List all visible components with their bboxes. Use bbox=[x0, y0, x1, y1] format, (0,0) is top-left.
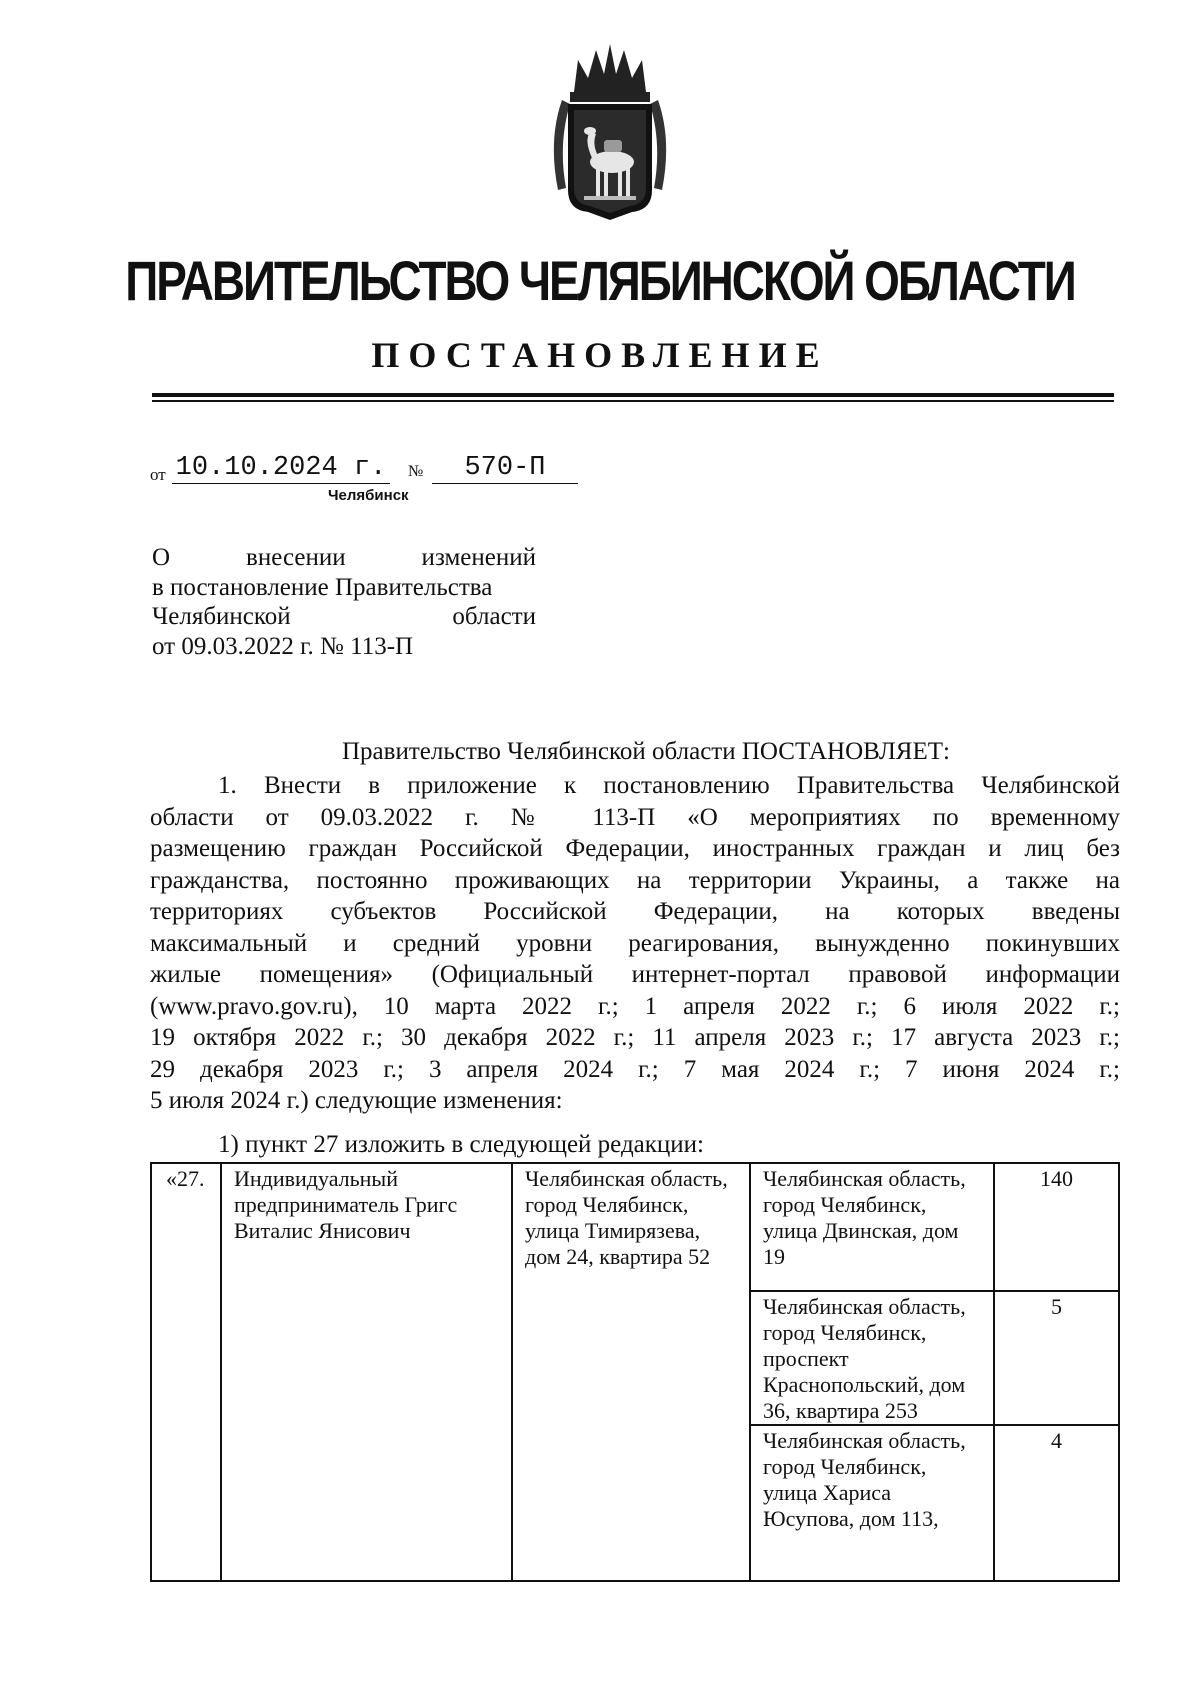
subject-line: от 09.03.2022 г. № 113-П bbox=[152, 632, 414, 660]
body-line: жилые помещения» (Официальный интернет-портал правовой информации bbox=[150, 961, 1120, 988]
placement-table bbox=[150, 1162, 1120, 1582]
body-line: размещению граждан Российской Федерации, иностранных граждан и лиц без bbox=[150, 835, 1120, 862]
table-cell-registered-address: Челябинская область, город Челябинск, улица Тимирязева, дом 24, квартира 52 bbox=[512, 1163, 750, 1581]
subject-line: в постановление Правительства bbox=[152, 573, 493, 601]
table-cell-placement-address: Челябинская область, город Челябинск, улица Двинская, дом 19 bbox=[750, 1163, 994, 1291]
document-date: 10.10.2024 г. bbox=[172, 453, 390, 484]
table-row bbox=[151, 1163, 1119, 1291]
body-line: (www.pravo.gov.ru), 10 марта 2022 г.; 1 апреля 2022 г.; 6 июля 2022 г.; bbox=[150, 992, 1120, 1020]
body-line: 19 октября 2022 г.; 30 декабря 2022 г.; 11 апреля 2023 г.; 17 августа 2023 г.; bbox=[150, 1024, 1120, 1051]
body-line: 29 декабря 2023 г.; 3 апреля 2024 г.; 7 мая 2024 г.; 7 июня 2024 г.; bbox=[150, 1055, 1120, 1083]
document-meta bbox=[150, 453, 590, 487]
date-prefix-label: от bbox=[150, 465, 166, 484]
document-subject bbox=[152, 543, 536, 661]
body-line: области от 09.03.2022 г. № 113-П «О мероприятиях по временному bbox=[150, 803, 1120, 831]
document-city: Челябинск bbox=[328, 487, 409, 504]
document-number: 570-П bbox=[432, 453, 578, 484]
header-divider-thick bbox=[152, 393, 1114, 397]
body-line: 1. Внести в приложение к постановлению Правительства Челябинской bbox=[218, 772, 1120, 799]
header-divider-thin bbox=[152, 400, 1114, 402]
table-cell-item-number: «27. bbox=[151, 1163, 221, 1581]
government-title: ПРАВИТЕЛЬСТВО ЧЕЛЯБИНСКОЙ ОБЛАСТИ bbox=[125, 249, 1075, 312]
chelyabinsk-coat-of-arms-icon bbox=[540, 40, 680, 240]
table-cell-entity: Индивидуальный предприниматель Григс Виталис Янисович bbox=[221, 1163, 512, 1581]
decree-body bbox=[150, 770, 1120, 1117]
body-line: территориях субъектов Российской Федерации, на которых введены bbox=[150, 898, 1120, 925]
table-cell-placement-address: Челябинская область, город Челябинск, улица Хариса Юсупова, дом 113, bbox=[750, 1425, 994, 1581]
body-line: гражданства, постоянно проживающих на территории Украины, а также на bbox=[150, 866, 1120, 894]
subject-line: Челябинской области bbox=[152, 603, 536, 630]
number-sign-label: № bbox=[408, 463, 424, 480]
table-cell-placement-count: 4 bbox=[994, 1425, 1119, 1581]
table-cell-placement-count: 140 bbox=[994, 1163, 1119, 1291]
table-cell-placement-address: Челябинская область, город Челябинск, проспект Краснопольский, дом 36, квартира 253 bbox=[750, 1291, 994, 1425]
body-line: 5 июля 2024 г.) следующие изменения: bbox=[150, 1087, 563, 1114]
document-type-title: ПОСТАНОВЛЕНИЕ bbox=[371, 335, 829, 375]
decree-statement: Правительство Челябинской области ПОСТАНОВЛЯЕТ: bbox=[342, 738, 950, 765]
subject-line: О внесении изменений bbox=[152, 544, 536, 571]
subitem-heading: 1) пункт 27 изложить в следующей редакции: bbox=[218, 1131, 704, 1158]
table-cell-placement-count: 5 bbox=[994, 1291, 1119, 1425]
body-line: максимальный и средний уровни реагирования, вынужденно покинувших bbox=[150, 929, 1120, 957]
